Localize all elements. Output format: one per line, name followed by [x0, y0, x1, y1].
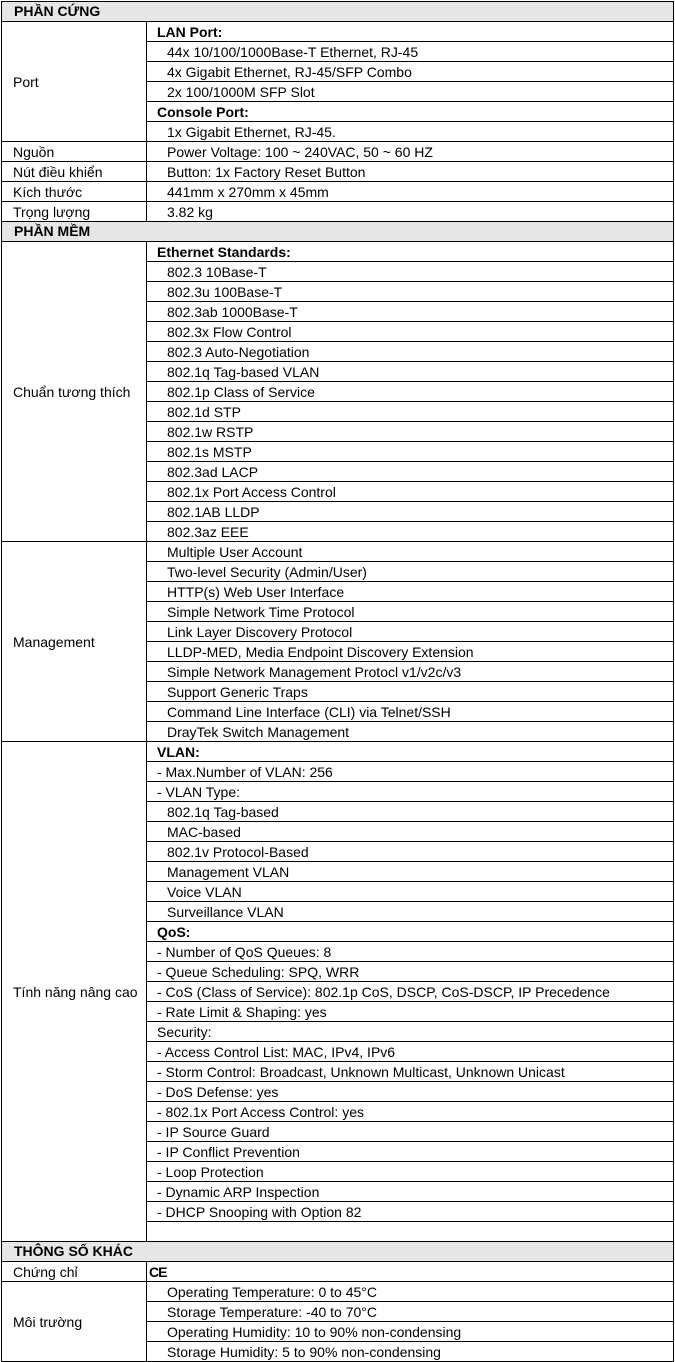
spec-value: Surveillance VLAN — [146, 901, 674, 922]
row-label-port: Port — [1, 21, 147, 142]
spec-value: - IP Conflict Prevention — [146, 1141, 674, 1162]
spec-value: Power Voltage: 100 ~ 240VAC, 50 ~ 60 HZ — [146, 141, 674, 162]
spec-value: 2x 100/1000M SFP Slot — [146, 81, 674, 102]
spec-value: - CoS (Class of Service): 802.1p CoS, DSCP, CoS-DSCP, IP Precedence — [146, 981, 674, 1002]
row-label-chuan-tuong-thich: Chuẩn tương thích — [1, 241, 147, 542]
spec-value: 802.1d STP — [146, 401, 674, 422]
spec-value: Operating Humidity: 10 to 90% non-condensing — [146, 1321, 674, 1342]
spec-value: 1x Gigabit Ethernet, RJ-45. — [146, 121, 674, 142]
spec-value: 802.3 10Base-T — [146, 261, 674, 282]
subheading: QoS: — [146, 921, 674, 942]
spec-value: Storage Humidity: 5 to 90% non-condensing — [146, 1341, 674, 1362]
spec-value: Link Layer Discovery Protocol — [146, 621, 674, 642]
spec-value: - Dynamic ARP Inspection — [146, 1181, 674, 1202]
spec-value: 802.1p Class of Service — [146, 381, 674, 402]
spec-value: 4x Gigabit Ethernet, RJ-45/SFP Combo — [146, 61, 674, 82]
spec-value: 802.1v Protocol-Based — [146, 841, 674, 862]
spec-value: 802.1w RSTP — [146, 421, 674, 442]
spec-value: 802.1q Tag-based VLAN — [146, 361, 674, 382]
spec-value: Security: — [146, 1021, 674, 1042]
row-label-trong-luong: Trọng lượng — [1, 201, 147, 222]
row-label-nguon: Nguồn — [1, 141, 147, 162]
row-label-chung-chi: Chứng chỉ — [1, 1261, 147, 1282]
spec-value: Operating Temperature: 0 to 45°C — [146, 1281, 674, 1302]
spec-value: - Rate Limit & Shaping: yes — [146, 1001, 674, 1022]
spec-value: - 802.1x Port Access Control: yes — [146, 1101, 674, 1122]
spec-value: 802.3u 100Base-T — [146, 281, 674, 302]
spec-value: Button: 1x Factory Reset Button — [146, 161, 674, 182]
subheading: Ethernet Standards: — [146, 241, 674, 262]
section-header: PHẦN MỀM — [1, 221, 674, 242]
spec-value: - DHCP Snooping with Option 82 — [146, 1201, 674, 1222]
spec-value: 802.3ab 1000Base-T — [146, 301, 674, 322]
row-label-management: Management — [1, 541, 147, 742]
spec-value: LLDP-MED, Media Endpoint Discovery Extension — [146, 641, 674, 662]
spec-value: 802.3 Auto-Negotiation — [146, 341, 674, 362]
spec-value: - Max.Number of VLAN: 256 — [146, 761, 674, 782]
spec-value: 441mm x 270mm x 45mm — [146, 181, 674, 202]
spec-value: 802.3ad LACP — [146, 461, 674, 482]
spec-value: - IP Source Guard — [146, 1121, 674, 1142]
row-label-moi-truong: Môi trường — [1, 1281, 147, 1362]
spec-value: Multiple User Account — [146, 541, 674, 562]
section-header: PHẦN CỨNG — [1, 1, 674, 22]
spec-value: 3.82 kg — [146, 201, 674, 222]
spec-value: Simple Network Time Protocol — [146, 601, 674, 622]
spec-value: Voice VLAN — [146, 881, 674, 902]
spec-value: - DoS Defense: yes — [146, 1081, 674, 1102]
row-label-kich-thuoc: Kích thước — [1, 181, 147, 202]
spec-value: 802.3x Flow Control — [146, 321, 674, 342]
spec-value: MAC-based — [146, 821, 674, 842]
spec-value: Two-level Security (Admin/User) — [146, 561, 674, 582]
spec-value: 802.1AB LLDP — [146, 501, 674, 522]
spec-value: 44x 10/100/1000Base-T Ethernet, RJ-45 — [146, 41, 674, 62]
spec-value: - VLAN Type: — [146, 781, 674, 802]
subheading: Console Port: — [146, 101, 674, 122]
spec-value: 802.3az EEE — [146, 521, 674, 542]
spec-value: - Number of QoS Queues: 8 — [146, 941, 674, 962]
ce-mark-icon: CE — [146, 1261, 674, 1282]
spec-value: - Loop Protection — [146, 1161, 674, 1182]
spec-value: - Storm Control: Broadcast, Unknown Multicast, Unknown Unicast — [146, 1061, 674, 1082]
row-label-nut-dieu-khien: Nút điều khiển — [1, 161, 147, 182]
spec-value: Simple Network Management Protocl v1/v2c/v3 — [146, 661, 674, 682]
subheading: LAN Port: — [146, 21, 674, 42]
row-label-tinh-nang-nang-cao: Tính năng nâng cao — [1, 741, 147, 1242]
spec-value: - Queue Scheduling: SPQ, WRR — [146, 961, 674, 982]
spec-value: - Access Control List: MAC, IPv4, IPv6 — [146, 1041, 674, 1062]
subheading: VLAN: — [146, 741, 674, 762]
section-header: THÔNG SỐ KHÁC — [1, 1241, 674, 1262]
spec-value: Management VLAN — [146, 861, 674, 882]
spec-value — [146, 1221, 674, 1242]
spec-value: 802.1q Tag-based — [146, 801, 674, 822]
spec-value: 802.1s MSTP — [146, 441, 674, 462]
spec-value: HTTP(s) Web User Interface — [146, 581, 674, 602]
spec-value: Command Line Interface (CLI) via Telnet/SSH — [146, 701, 674, 722]
spec-value: Storage Temperature: -40 to 70°C — [146, 1301, 674, 1322]
spec-value: DrayTek Switch Management — [146, 721, 674, 742]
spec-value: 802.1x Port Access Control — [146, 481, 674, 502]
spec-value: Support Generic Traps — [146, 681, 674, 702]
